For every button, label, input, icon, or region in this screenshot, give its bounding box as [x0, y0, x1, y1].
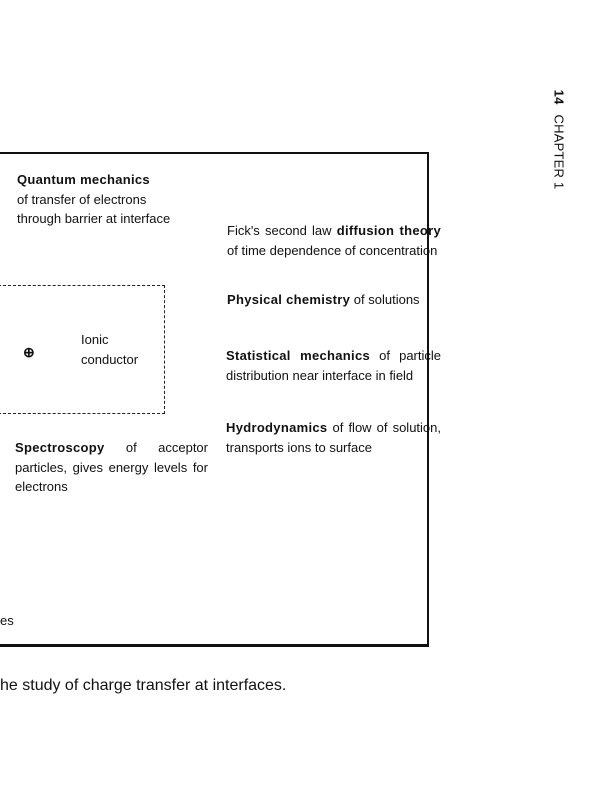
ionic-conductor-label [81, 330, 138, 370]
statistical-mechanics-block [226, 346, 441, 385]
quantum-heading: Quantum mechanics [17, 172, 150, 187]
quantum-line-1: of transfer of electrons [17, 191, 147, 207]
hydrodynamics-block [226, 418, 441, 457]
running-header [552, 80, 567, 200]
hydro-text: of flow of solution, transports ions to surface [226, 420, 441, 455]
quantum-mechanics-block [17, 170, 217, 229]
statmech-heading: Statistical mechanics [226, 348, 371, 363]
spectroscopy-block [15, 438, 208, 497]
ionic-line-1: Ionic [81, 332, 109, 347]
quantum-line-2: through barrier at interface [17, 211, 171, 226]
statmech-text: of particle distribution near interface in field [226, 348, 441, 383]
positive-charge-icon: ⊕ [23, 344, 35, 360]
cutoff-text: es [0, 613, 14, 628]
ficks-text-1: Fick's second law [227, 223, 337, 238]
spectro-heading: Spectroscopy [15, 440, 105, 455]
ficks-bold-2: theory [399, 223, 441, 238]
figure-caption: he study of charge transfer at interfaces. [0, 677, 287, 694]
spectro-text: of acceptor particles, gives energy levels for electrons [15, 440, 208, 494]
ionic-line-2: conductor [81, 352, 139, 367]
physchem-text: of solutions [350, 292, 420, 307]
ficks-text-2: of time dependence of concentration [227, 242, 438, 258]
physchem-heading: Physical chemistry [227, 292, 351, 307]
physical-chemistry-block [227, 290, 441, 310]
chapter-label: CHAPTER 1 [551, 114, 567, 190]
ficks-bold-1: diffusion [336, 223, 395, 238]
ficks-law-block [227, 221, 441, 260]
hydro-heading: Hydrodynamics [226, 420, 328, 435]
page-number: 14 [551, 89, 567, 105]
